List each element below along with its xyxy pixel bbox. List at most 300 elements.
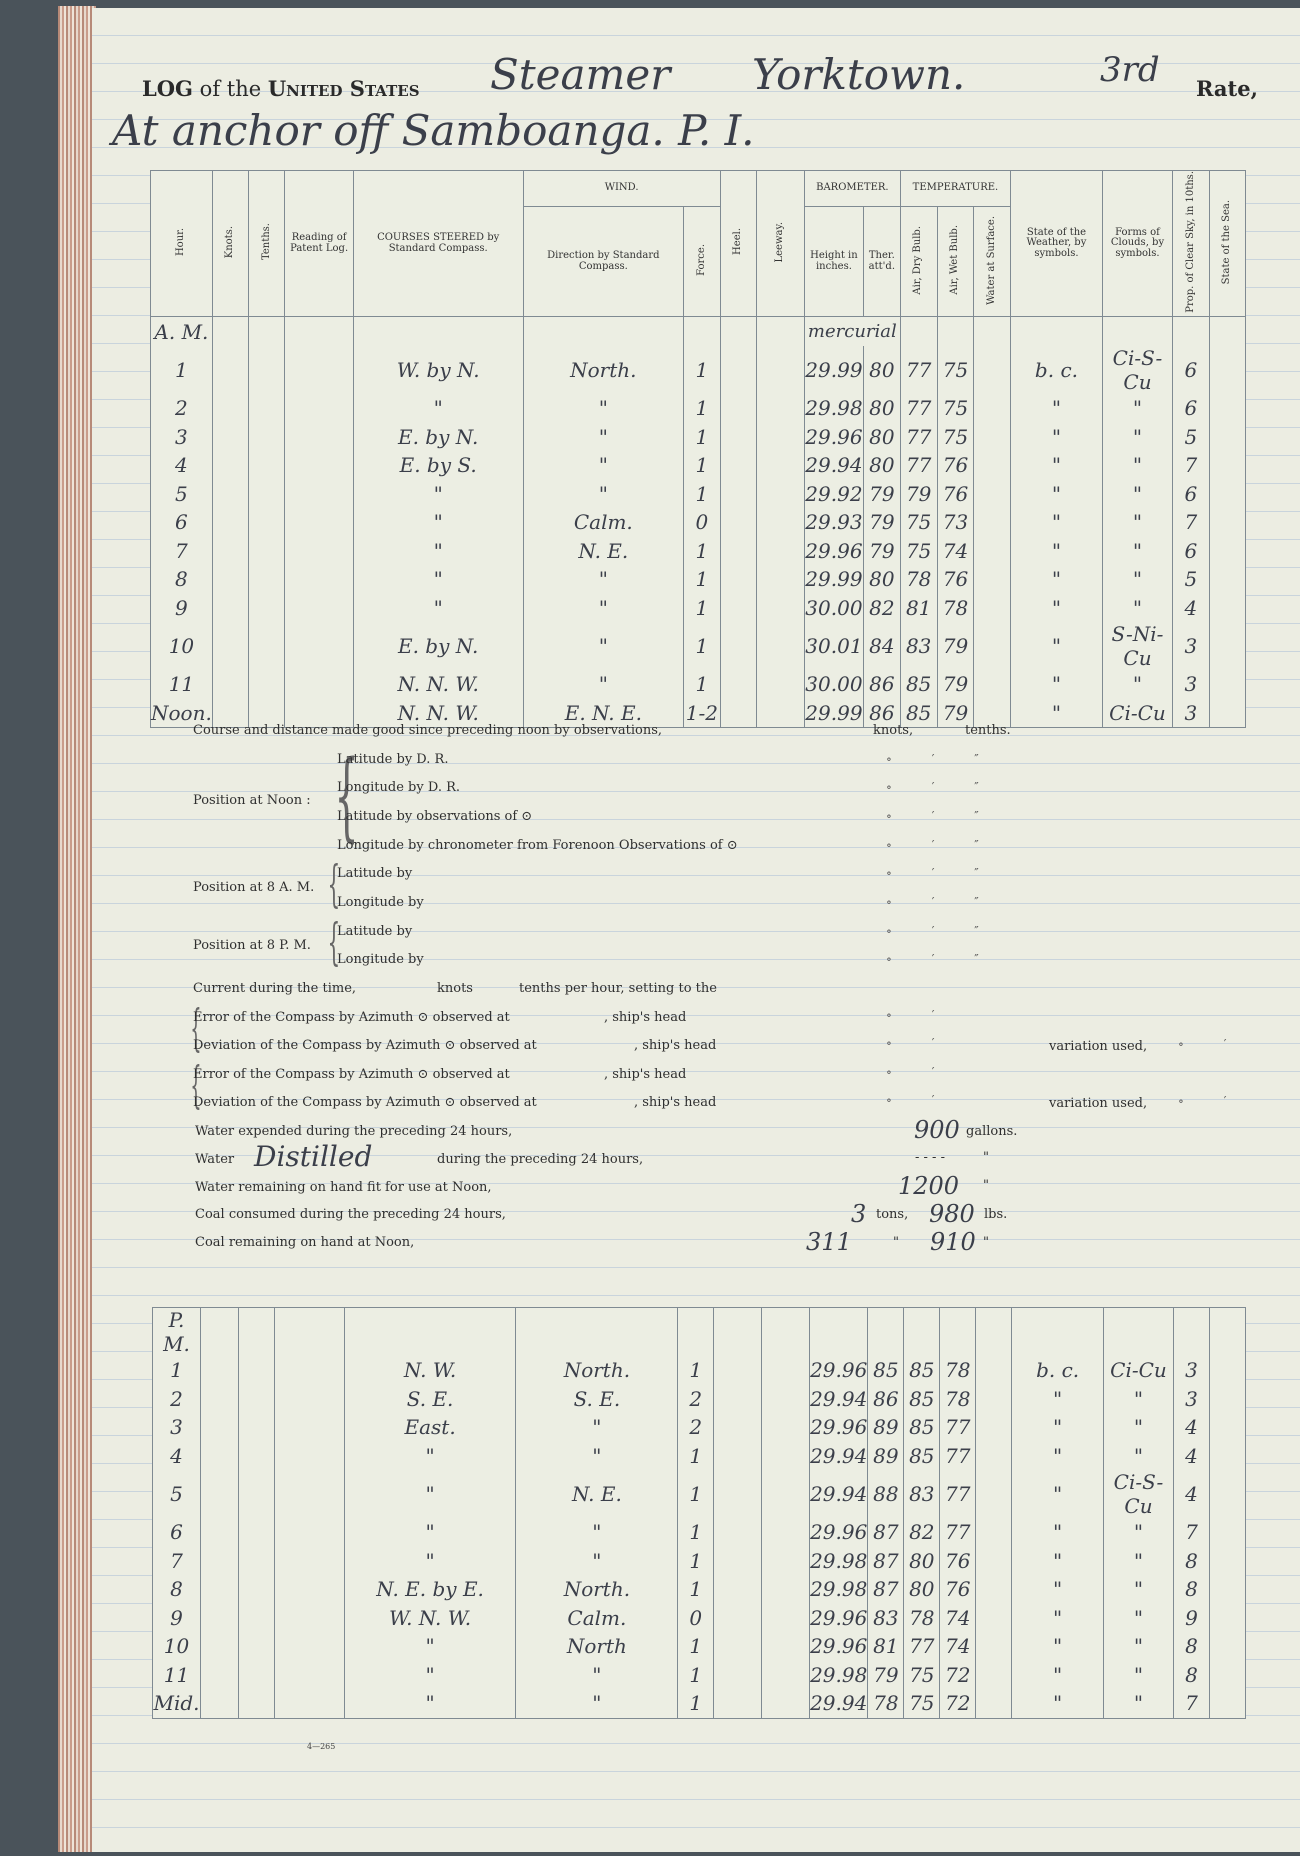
clouds-cell: Ci-Cu <box>1102 698 1172 727</box>
course-cell: E. by N. <box>353 622 523 670</box>
log-row <box>153 1385 1246 1414</box>
deviation-compass-2: Deviation of the Compass by Azimuth ⊙ observed at <box>193 1095 537 1110</box>
force-cell: 1 <box>678 1470 714 1518</box>
col-temperature: TEMPERATURE. <box>900 171 1010 207</box>
weather-cell: " <box>1011 622 1103 670</box>
barometer-cell: 30.00 <box>804 593 863 622</box>
dry-bulb-cell: 83 <box>900 622 937 670</box>
wind-cell: " <box>516 1518 678 1547</box>
weather-cell: " <box>1012 1575 1104 1604</box>
barometer-cell: 29.99 <box>804 346 863 394</box>
ther-cell: 82 <box>863 593 900 622</box>
weather-cell: " <box>1012 1470 1104 1518</box>
ships-head-4: , ship's head <box>634 1095 717 1110</box>
clear-sky-cell: 3 <box>1173 1356 1209 1385</box>
barometer-cell: 29.96 <box>804 422 863 451</box>
tons-label: tons, <box>876 1207 909 1222</box>
barometer-cell: 29.94 <box>804 451 863 480</box>
clouds-cell: Ci-S-Cu <box>1104 1470 1174 1518</box>
wind-cell: Calm. <box>523 508 683 537</box>
hour-cell: 4 <box>153 1442 201 1471</box>
wind-cell: " <box>523 394 683 423</box>
hour-cell: Mid. <box>153 1689 201 1718</box>
wind-cell: North. <box>523 346 683 394</box>
compass-brace-1: { <box>190 999 202 1057</box>
wet-bulb-cell: 74 <box>937 536 974 565</box>
force-cell: 1 <box>684 565 721 594</box>
col-heel: Heel. <box>732 228 744 256</box>
log-row <box>153 1632 1246 1661</box>
hour-cell: 3 <box>151 422 213 451</box>
log-row <box>153 1442 1246 1471</box>
ther-cell: 79 <box>863 536 900 565</box>
ther-cell: 83 <box>868 1604 904 1633</box>
hour-cell: 2 <box>151 394 213 423</box>
log-row <box>153 1575 1246 1604</box>
col-weather: State of the Weather, by symbols. <box>1011 171 1103 317</box>
clouds-cell: " <box>1102 593 1172 622</box>
dry-bulb-cell: 78 <box>900 565 937 594</box>
weather-cell: " <box>1012 1442 1104 1471</box>
hour-cell: Noon. <box>151 698 213 727</box>
wet-bulb-cell: 72 <box>940 1661 976 1690</box>
force-cell: 1 <box>684 593 721 622</box>
lat-obs-label: Latitude by observations of ⊙ <box>337 809 533 824</box>
hour-cell: 8 <box>153 1575 201 1604</box>
wind-cell: " <box>523 593 683 622</box>
coal-consumed-tons: 3 <box>851 1200 867 1228</box>
force-cell: 1 <box>678 1518 714 1547</box>
col-force: Force. <box>695 244 707 277</box>
ther-cell: 78 <box>868 1689 904 1718</box>
ther-cell: 88 <box>868 1470 904 1518</box>
barometer-cell: 29.96 <box>810 1413 868 1442</box>
force-cell: 1 <box>684 479 721 508</box>
hour-cell: 4 <box>151 451 213 480</box>
ther-cell: 86 <box>863 670 900 699</box>
vessel-rate: 3rd <box>1100 50 1160 90</box>
dry-bulb-cell: 80 <box>904 1575 940 1604</box>
force-cell: 1 <box>684 622 721 670</box>
clear-sky-cell: 4 <box>1173 1442 1209 1471</box>
wind-cell: " <box>516 1442 678 1471</box>
dry-bulb-cell: 85 <box>904 1385 940 1414</box>
weather-cell: " <box>1012 1604 1104 1633</box>
dry-bulb-cell: 85 <box>900 670 937 699</box>
dry-bulb-cell: 81 <box>900 593 937 622</box>
course-tenths-label: tenths. <box>965 723 1011 738</box>
clear-sky-cell: 7 <box>1173 508 1209 537</box>
clouds-cell: Ci-Cu <box>1104 1356 1174 1385</box>
rate-label: Rate, <box>1196 76 1258 101</box>
wet-bulb-cell: 73 <box>937 508 974 537</box>
force-cell: 1-2 <box>684 698 721 727</box>
deg-marks-4: ∘ ′ ″ <box>886 838 997 852</box>
log-title <box>142 76 420 101</box>
log-row <box>153 1356 1246 1385</box>
clear-sky-cell: 6 <box>1173 536 1209 565</box>
clouds-cell: " <box>1104 1689 1174 1718</box>
current-label: Current during the time, <box>193 981 357 996</box>
ther-cell: 85 <box>868 1356 904 1385</box>
course-cell: " <box>344 1547 516 1576</box>
clear-sky-cell: 6 <box>1173 479 1209 508</box>
lon-dr-label: Longitude by D. R. <box>337 780 460 795</box>
force-cell: 1 <box>684 536 721 565</box>
wind-cell: " <box>516 1689 678 1718</box>
clouds-cell: S-Ni-Cu <box>1102 622 1172 670</box>
ther-cell: 80 <box>863 346 900 394</box>
clear-sky-cell: 5 <box>1173 565 1209 594</box>
ther-cell: 79 <box>868 1661 904 1690</box>
weather-cell: " <box>1012 1632 1104 1661</box>
ships-head-2: , ship's head <box>634 1038 717 1053</box>
deg-marks-6: ∘ ′ ″ <box>886 895 997 909</box>
ther-cell: 80 <box>863 422 900 451</box>
ther-cell: 80 <box>863 565 900 594</box>
barometer-cell: 30.00 <box>804 670 863 699</box>
col-ther: Ther. att'd. <box>863 207 900 317</box>
vessel-name: Yorktown. <box>752 50 966 99</box>
barometer-cell: 29.96 <box>804 536 863 565</box>
hour-cell: 11 <box>151 670 213 699</box>
force-cell: 1 <box>684 422 721 451</box>
compass-brace-2: { <box>190 1056 202 1114</box>
hour-cell: 1 <box>153 1356 201 1385</box>
gallons-label: gallons. <box>966 1124 1018 1139</box>
barometer-cell: 29.94 <box>810 1689 868 1718</box>
barometer-cell: 29.96 <box>810 1632 868 1661</box>
weather-cell: " <box>1011 565 1103 594</box>
ther-cell: 81 <box>868 1632 904 1661</box>
am-label: A. M. <box>151 317 213 346</box>
wet-bulb-cell: 76 <box>937 451 974 480</box>
course-cell: " <box>344 1518 516 1547</box>
clear-sky-cell: 5 <box>1173 422 1209 451</box>
hour-cell: 7 <box>151 536 213 565</box>
title-of-the: of the <box>193 77 268 101</box>
dry-bulb-cell: 77 <box>900 422 937 451</box>
clear-sky-cell: 8 <box>1173 1661 1209 1690</box>
dry-bulb-cell: 78 <box>904 1604 940 1633</box>
course-cell: " <box>353 394 523 423</box>
hour-cell: 11 <box>153 1661 201 1690</box>
wind-cell: North. <box>516 1356 678 1385</box>
weather-cell: " <box>1011 422 1103 451</box>
force-cell: 1 <box>678 1689 714 1718</box>
wind-cell: " <box>523 479 683 508</box>
clear-sky-cell: 7 <box>1173 1689 1209 1718</box>
ther-cell: 86 <box>868 1385 904 1414</box>
wet-bulb-cell: 72 <box>940 1689 976 1718</box>
weather-cell: " <box>1012 1547 1104 1576</box>
hour-cell: 10 <box>151 622 213 670</box>
log-row <box>151 565 1246 594</box>
clear-sky-cell: 8 <box>1173 1575 1209 1604</box>
clouds-cell: " <box>1102 451 1172 480</box>
weather-cell: " <box>1012 1689 1104 1718</box>
force-cell: 0 <box>684 508 721 537</box>
weather-cell: " <box>1011 698 1103 727</box>
clouds-cell: " <box>1104 1385 1174 1414</box>
wind-cell: " <box>516 1547 678 1576</box>
dry-bulb-cell: 85 <box>904 1442 940 1471</box>
ships-head-1: , ship's head <box>604 1010 687 1025</box>
clear-sky-cell: 7 <box>1173 1518 1209 1547</box>
log-row <box>153 1470 1246 1518</box>
hour-cell: 10 <box>153 1632 201 1661</box>
course-cell: " <box>344 1632 516 1661</box>
mercurial-note: mercurial <box>807 321 897 343</box>
ther-cell: 79 <box>863 508 900 537</box>
wet-bulb-cell: 74 <box>940 1604 976 1633</box>
clear-sky-cell: 4 <box>1173 1470 1209 1518</box>
water-expended-label: Water expended during the preceding 24 hours, <box>195 1124 513 1139</box>
clear-sky-cell: 9 <box>1173 1604 1209 1633</box>
clear-sky-cell: 4 <box>1173 1413 1209 1442</box>
wet-bulb-cell: 77 <box>940 1470 976 1518</box>
clear-sky-cell: 4 <box>1173 593 1209 622</box>
barometer-cell: 29.98 <box>810 1547 868 1576</box>
barometer-cell: 29.93 <box>804 508 863 537</box>
ther-cell: 86 <box>863 698 900 727</box>
water-distilled-value: - - - - <box>915 1150 945 1165</box>
force-cell: 1 <box>684 670 721 699</box>
dry-bulb-cell: 79 <box>900 479 937 508</box>
deg-marks-13: ∘ ′ <box>1178 1037 1245 1051</box>
dry-bulb-cell: 80 <box>904 1547 940 1576</box>
deg-marks-12: ∘ ′ <box>886 1093 953 1107</box>
deg-marks-7: ∘ ′ ″ <box>886 924 997 938</box>
form-number: 4—265 <box>307 1742 336 1751</box>
coal-remaining-label: Coal remaining on hand at Noon, <box>195 1235 415 1250</box>
hour-cell: 5 <box>151 479 213 508</box>
ther-cell: 80 <box>863 451 900 480</box>
position-8am-brace: { <box>327 855 341 913</box>
wind-cell: " <box>523 670 683 699</box>
error-compass-2: Error of the Compass by Azimuth ⊙ observed at <box>193 1067 510 1082</box>
hour-cell: 6 <box>151 508 213 537</box>
clouds-cell: " <box>1102 394 1172 423</box>
col-wind-direction: Direction by Standard Compass. <box>523 207 683 317</box>
clouds-cell: " <box>1104 1632 1174 1661</box>
hour-cell: 3 <box>153 1413 201 1442</box>
force-cell: 2 <box>678 1385 714 1414</box>
course-cell: N. W. <box>344 1356 516 1385</box>
deg-marks-1: ∘ ′ ″ <box>886 752 997 766</box>
wind-cell: North <box>516 1632 678 1661</box>
clear-sky-cell: 8 <box>1173 1632 1209 1661</box>
log-row <box>153 1547 1246 1576</box>
coal-consumed-label: Coal consumed during the preceding 24 hours, <box>195 1207 506 1222</box>
water-remaining-value: 1200 <box>898 1172 960 1200</box>
wind-cell: N. E. <box>523 536 683 565</box>
course-cell: " <box>344 1442 516 1471</box>
ther-cell: 87 <box>868 1575 904 1604</box>
weather-cell: " <box>1012 1661 1104 1690</box>
clouds-cell: " <box>1102 536 1172 565</box>
dry-bulb-cell: 85 <box>900 698 937 727</box>
col-leeway: Leeway. <box>774 221 786 263</box>
col-air-wet: Air, Wet Bulb. <box>949 225 961 295</box>
deviation-compass-1: Deviation of the Compass by Azimuth ⊙ observed at <box>193 1038 537 1053</box>
dry-bulb-cell: 85 <box>904 1356 940 1385</box>
course-distance-label: Course and distance made good since preceding noon by observations, <box>193 723 663 738</box>
water-remaining-label: Water remaining on hand fit for use at Noon, <box>195 1180 492 1195</box>
clear-sky-cell: 6 <box>1173 346 1209 394</box>
log-row <box>151 451 1246 480</box>
course-cell: East. <box>344 1413 516 1442</box>
wind-cell: Calm. <box>516 1604 678 1633</box>
current-knots-label: knots <box>437 981 473 996</box>
wind-cell: " <box>516 1413 678 1442</box>
col-barometer: BAROMETER. <box>804 171 900 207</box>
barometer-cell: 29.94 <box>810 1470 868 1518</box>
position-8am-label: Position at 8 A. M. <box>193 880 315 895</box>
deg-marks-2: ∘ ′ ″ <box>886 780 997 794</box>
wind-cell: S. E. <box>516 1385 678 1414</box>
force-cell: 0 <box>678 1604 714 1633</box>
log-row <box>151 593 1246 622</box>
course-cell: N. E. by E. <box>344 1575 516 1604</box>
log-row <box>153 1689 1246 1718</box>
deg-marks-10: ∘ ′ <box>886 1036 953 1050</box>
clouds-cell: " <box>1102 479 1172 508</box>
weather-cell: " <box>1012 1518 1104 1547</box>
deg-marks-3: ∘ ′ ″ <box>886 809 997 823</box>
force-cell: 1 <box>678 1575 714 1604</box>
variation-used-1: variation used, <box>1049 1039 1148 1054</box>
dry-bulb-cell: 77 <box>900 394 937 423</box>
variation-used-2: variation used, <box>1049 1096 1148 1111</box>
wet-bulb-cell: 79 <box>937 670 974 699</box>
course-cell: " <box>344 1661 516 1690</box>
log-row <box>153 1518 1246 1547</box>
barometer-cell: 29.96 <box>810 1518 868 1547</box>
col-wind: WIND. <box>523 171 720 207</box>
hour-cell: 9 <box>153 1604 201 1633</box>
wind-cell: North. <box>516 1575 678 1604</box>
log-row <box>151 346 1246 394</box>
hour-cell: 9 <box>151 593 213 622</box>
log-row <box>151 394 1246 423</box>
clouds-cell: " <box>1104 1661 1174 1690</box>
wet-bulb-cell: 76 <box>937 479 974 508</box>
ditto-4: " <box>983 1235 989 1250</box>
col-hour: Hour. <box>175 227 187 256</box>
force-cell: 2 <box>678 1413 714 1442</box>
weather-cell: b. c. <box>1012 1356 1104 1385</box>
col-bar-height: Height in inches. <box>804 207 863 317</box>
lat-8am-label: Latitude by <box>337 866 413 881</box>
dry-bulb-cell: 75 <box>900 508 937 537</box>
book-spine-edge <box>58 6 96 1852</box>
dry-bulb-cell: 77 <box>904 1632 940 1661</box>
weather-cell: " <box>1011 394 1103 423</box>
wind-cell: N. E. <box>516 1470 678 1518</box>
dry-bulb-cell: 75 <box>900 536 937 565</box>
clear-sky-cell: 7 <box>1173 451 1209 480</box>
course-cell: W. by N. <box>353 346 523 394</box>
wet-bulb-cell: 77 <box>940 1518 976 1547</box>
barometer-cell: 29.94 <box>810 1385 868 1414</box>
clear-sky-cell: 3 <box>1173 1385 1209 1414</box>
weather-cell: " <box>1011 593 1103 622</box>
error-compass-1: Error of the Compass by Azimuth ⊙ observed at <box>193 1010 510 1025</box>
col-air-dry: Air, Dry Bulb. <box>912 225 924 295</box>
barometer-cell: 29.92 <box>804 479 863 508</box>
hour-cell: 5 <box>153 1470 201 1518</box>
course-cell: " <box>353 536 523 565</box>
dry-bulb-cell: 85 <box>904 1413 940 1442</box>
wet-bulb-cell: 74 <box>940 1632 976 1661</box>
force-cell: 1 <box>678 1632 714 1661</box>
title-log: LOG <box>142 76 193 101</box>
course-cell: E. by N. <box>353 422 523 451</box>
force-cell: 1 <box>678 1547 714 1576</box>
position-noon-label: Position at Noon : <box>193 793 311 808</box>
ther-cell: 84 <box>863 622 900 670</box>
log-row <box>153 1604 1246 1633</box>
wet-bulb-cell: 77 <box>940 1413 976 1442</box>
barometer-cell: 29.96 <box>810 1604 868 1633</box>
ther-cell: 79 <box>863 479 900 508</box>
wet-bulb-cell: 75 <box>937 346 974 394</box>
barometer-cell: 30.01 <box>804 622 863 670</box>
weather-cell: " <box>1012 1385 1104 1414</box>
weather-cell: " <box>1011 451 1103 480</box>
log-row <box>153 1661 1246 1690</box>
ther-cell: 89 <box>868 1413 904 1442</box>
deg-marks-9: ∘ ′ <box>886 1008 953 1022</box>
deg-marks-8: ∘ ′ ″ <box>886 952 997 966</box>
position-8pm-brace: { <box>327 913 341 971</box>
barometer-cell: 29.98 <box>810 1575 868 1604</box>
course-cell: " <box>344 1470 516 1518</box>
clear-sky-cell: 3 <box>1173 670 1209 699</box>
title-united-states: United States <box>267 76 420 101</box>
clouds-cell: " <box>1102 565 1172 594</box>
course-cell: " <box>353 508 523 537</box>
barometer-cell: 29.98 <box>810 1661 868 1690</box>
course-cell: " <box>344 1689 516 1718</box>
wet-bulb-cell: 75 <box>937 394 974 423</box>
force-cell: 1 <box>684 451 721 480</box>
water-word: Water <box>195 1152 235 1167</box>
hour-cell: 6 <box>153 1518 201 1547</box>
log-row <box>151 536 1246 565</box>
barometer-cell: 29.94 <box>810 1442 868 1471</box>
barometer-cell: 29.96 <box>810 1356 868 1385</box>
dry-bulb-cell: 83 <box>904 1470 940 1518</box>
col-clear-sky: Prop. of Clear Sky, in 10ths. <box>1184 171 1196 313</box>
col-tenths: Tenths. <box>260 223 272 261</box>
hour-cell: 7 <box>153 1547 201 1576</box>
log-row <box>151 479 1246 508</box>
course-cell: " <box>353 565 523 594</box>
am-log-table <box>150 170 1246 728</box>
log-row <box>153 1413 1246 1442</box>
course-cell: N. N. W. <box>353 698 523 727</box>
weather-cell: " <box>1011 670 1103 699</box>
lon-8pm-label: Longitude by <box>337 952 424 967</box>
clouds-cell: " <box>1104 1442 1174 1471</box>
barometer-cell: 29.99 <box>804 565 863 594</box>
clouds-cell: " <box>1104 1413 1174 1442</box>
deg-marks-5: ∘ ′ ″ <box>886 866 997 880</box>
clouds-cell: " <box>1104 1604 1174 1633</box>
wet-bulb-cell: 77 <box>940 1442 976 1471</box>
